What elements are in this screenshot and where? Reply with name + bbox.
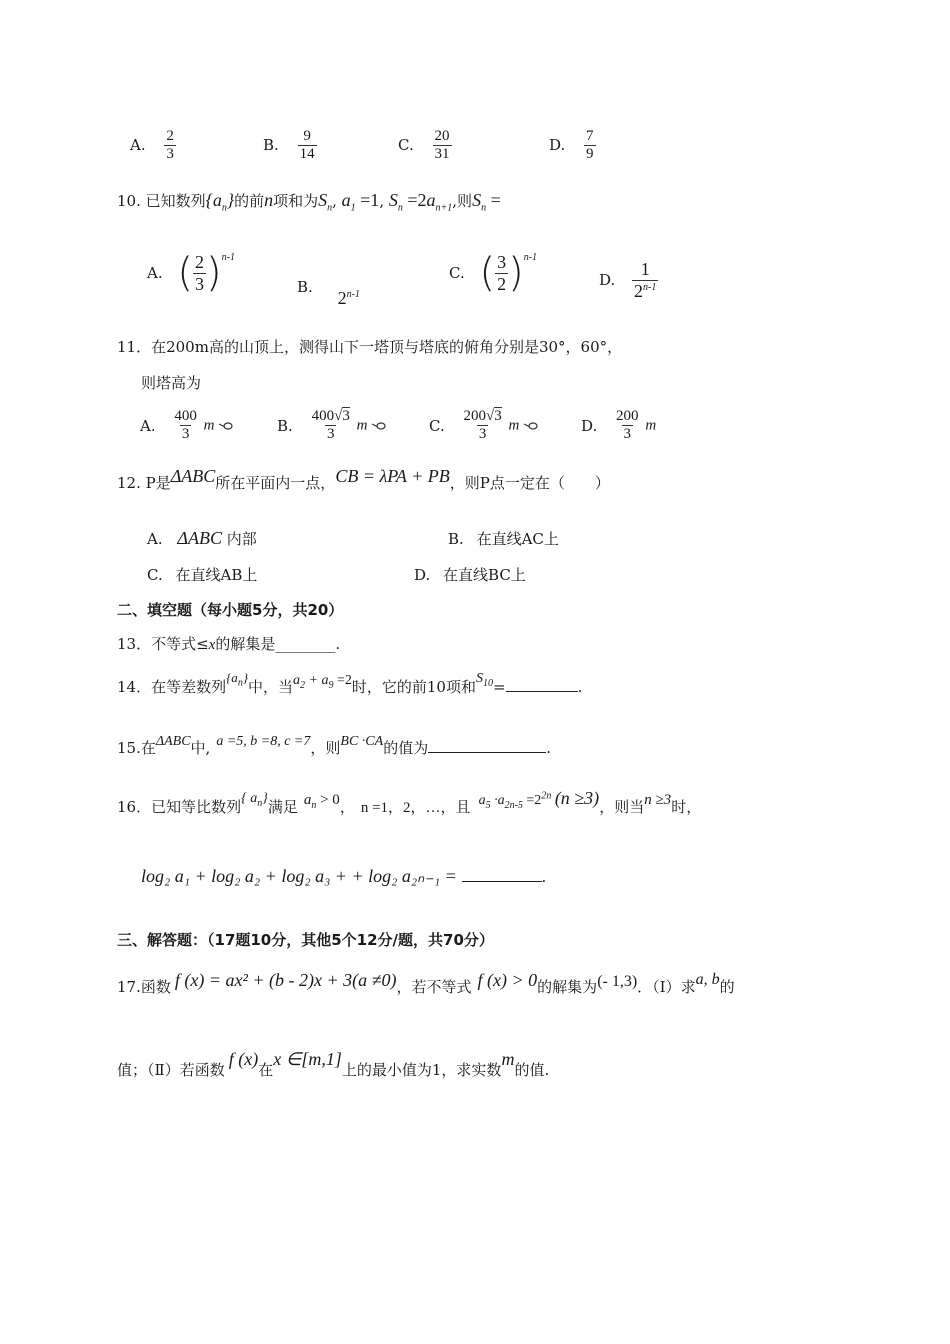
exponent: n-1 (221, 252, 235, 263)
plus: + a (305, 673, 329, 688)
fraction (310, 408, 352, 444)
question-16-log-expression (141, 866, 546, 887)
dot: ·a (490, 793, 505, 808)
stem-text: ,则 (452, 192, 473, 210)
question-11-line1: 11．在200m高的山顶上，测得山下一塔顶与塔底的俯角分别是30°，60°， (117, 338, 623, 356)
fraction (614, 408, 641, 444)
sep: , (379, 192, 385, 210)
eq: =2 (522, 793, 542, 808)
paren-left: ( (177, 250, 193, 297)
radicand: 3 (494, 408, 502, 424)
option-label: B. (448, 530, 464, 548)
fraction (495, 252, 508, 294)
triangle: ΔABC (177, 528, 222, 548)
n-condition: n ≥3 (644, 792, 672, 808)
option-text: 内部 (226, 530, 257, 548)
var: a (341, 190, 351, 210)
stem-text: 时，它的前10项和 (351, 678, 476, 696)
n-condition: (n ≥3) (554, 788, 600, 808)
q10-option-c (449, 250, 538, 297)
sum-s (318, 190, 333, 214)
stem-text: 的 (719, 978, 735, 996)
q10-option-b (297, 276, 360, 308)
eq: =2 (402, 190, 427, 210)
stem-text: 已知等比数列 (151, 798, 242, 816)
var-n: n (264, 190, 274, 210)
question-number: 17. (117, 978, 141, 996)
vector-expression: BC ·CA (340, 734, 384, 749)
radicand: 3 (342, 408, 350, 424)
q12-option-d (414, 564, 526, 585)
sub: n (237, 677, 243, 689)
sequence-a: $\{a_n\}$ (205, 190, 235, 214)
answer-blank[interactable] (428, 738, 546, 753)
stem-text: 且 (455, 798, 471, 816)
unit: m (356, 417, 368, 434)
numerator (310, 408, 352, 425)
eq: = (486, 190, 501, 210)
paren-left: ( (479, 250, 496, 297)
option-text: 在直线AC上 (476, 530, 559, 548)
var-m: m (501, 1049, 515, 1069)
triangle: ΔABC (170, 466, 216, 486)
numerator: 2 (166, 128, 174, 144)
q11-option-a (140, 408, 233, 444)
var: a (426, 190, 436, 210)
stem-text: 中, (190, 739, 211, 757)
condition (293, 673, 352, 691)
side-values: a =5, b =8, c =7 (216, 734, 311, 749)
artifact-icon (372, 422, 386, 430)
numerator: 9 (303, 128, 311, 144)
domain-range: x ∈[m,1] (273, 1049, 342, 1069)
var: S (388, 190, 398, 210)
denominator: 31 (434, 146, 450, 163)
sub: n+1 (435, 202, 453, 214)
eq: =2 (333, 673, 352, 688)
stem-text: 满足 (267, 798, 298, 816)
denominator: 3 (181, 426, 190, 443)
denominator: 3 (166, 146, 174, 163)
sn-final (472, 190, 501, 214)
exponent: n-1 (523, 252, 538, 263)
power (338, 288, 360, 308)
numerator: 20 (434, 128, 450, 144)
sum (475, 671, 493, 689)
numerator: 200 (616, 408, 639, 424)
var-x: x (208, 637, 216, 653)
sub: n (257, 797, 263, 809)
numerator (462, 408, 504, 425)
denominator: 3 (478, 426, 487, 443)
question-13 (117, 633, 340, 654)
sn-eq (388, 190, 453, 214)
question-17-line2 (117, 1049, 550, 1080)
n-values: n =1，2，…， (360, 800, 456, 816)
q10-option-a (147, 250, 235, 297)
fraction (164, 128, 176, 164)
eq: =1 (355, 190, 380, 210)
option-text: 在直线AB上 (175, 566, 258, 584)
stem-text: 在等差数列 (151, 678, 227, 696)
sub: n (221, 202, 227, 214)
stem-text: 的解集是________. (215, 635, 341, 653)
sub: 2n-5 (504, 799, 523, 811)
var: S (472, 190, 482, 210)
numerator: 2 (195, 252, 204, 272)
question-14 (117, 670, 583, 699)
stem-text: ，则当 (599, 798, 645, 816)
var: S (475, 671, 483, 686)
stem-text: 的解集为 (537, 978, 598, 996)
stem-text: 所在平面内一点， (215, 474, 336, 492)
function-definition: f (x) = ax² + (b - 2)x + 3(a ≠0) (174, 970, 397, 990)
stem-text: ， (339, 798, 355, 816)
question-12-stem (117, 466, 610, 493)
number: 200 (463, 408, 486, 424)
sub: 1 (350, 202, 356, 214)
question-number: 10. (117, 192, 141, 210)
a1-eq (341, 190, 380, 214)
unit: m (645, 417, 657, 434)
fraction (433, 128, 452, 164)
option-label: B. (297, 278, 313, 296)
section-3-heading: 三、解答题：（17题10分，其他5个12分/题，共70分） (117, 931, 494, 949)
question-number: 16． (117, 798, 152, 816)
stem-text: ，则P点一定在（ ） (449, 474, 610, 492)
q12-option-a (147, 528, 257, 549)
stem-text: 上的最小值为1，求实数 (341, 1061, 502, 1079)
fraction (462, 408, 504, 444)
exponent: n-1 (643, 281, 657, 293)
question-number: 12. (117, 474, 141, 492)
period: . (546, 739, 551, 757)
denominator: 3 (326, 426, 335, 443)
fraction (193, 252, 206, 294)
section-2-heading: 二、填空题（每小题5分，共20） (117, 601, 344, 619)
option-label: C. (429, 416, 445, 435)
var: a (250, 791, 258, 806)
stem-text: 项和为 (273, 192, 319, 210)
numerator: 1 (640, 259, 650, 279)
number: 400 (311, 408, 335, 424)
question-16-stem (117, 788, 702, 819)
question-11-line2: 则塔高为 (141, 374, 202, 392)
stem-text: ，若不等式 (396, 978, 472, 996)
period: . (577, 678, 583, 696)
fraction (172, 408, 199, 444)
sub: n (311, 800, 317, 811)
stem-text: 在 (140, 739, 156, 757)
question-number: 15. (117, 739, 141, 757)
question-number: 14． (117, 678, 152, 696)
q12-option-b (448, 528, 559, 549)
question-17-line1 (117, 970, 735, 997)
solution-set: (- 1,3) (597, 973, 638, 990)
relation: > 0 (316, 792, 340, 808)
option-label: D. (599, 271, 616, 290)
period: . (541, 868, 547, 886)
q9-option-a (130, 128, 176, 164)
exponent: 2n (541, 790, 552, 802)
q9-option-d (549, 128, 596, 164)
stem-text: 已知数列 (145, 192, 206, 210)
sqrt: √3 (486, 408, 502, 424)
variables: a, b (695, 971, 720, 988)
product-cond (478, 788, 600, 811)
q11-option-c (429, 408, 538, 444)
option-label: D. (414, 566, 431, 584)
stem-text: 的前 (234, 192, 265, 210)
answer-blank[interactable] (462, 867, 542, 882)
var: a (478, 793, 486, 808)
stem-text: 时， (671, 798, 702, 816)
q11-option-d (581, 408, 656, 444)
sqrt: √3 (334, 408, 350, 424)
stem-text: 13．不等式≤ (117, 635, 209, 653)
denominator: 2 (497, 273, 507, 294)
q10-option-d (599, 259, 658, 301)
artifact-icon (219, 422, 233, 430)
option-label: C. (147, 566, 163, 584)
log-sum: log₂ a₁ + log₂ a₂ + log₂ a₃ + + log₂ a₂ₙ₋₁ = (141, 866, 457, 886)
sub: 5 (485, 799, 491, 811)
var: a (212, 190, 222, 210)
stem-text: 在 (258, 1061, 274, 1079)
fraction (298, 128, 317, 164)
option-label: B. (263, 135, 279, 154)
stem-text: ，则 (310, 739, 341, 757)
sub: 2 (300, 679, 306, 691)
option-label: A. (147, 530, 163, 548)
denominator: 3 (623, 426, 632, 443)
option-label: C. (449, 264, 465, 283)
sub: n (327, 202, 333, 214)
base: 2 (634, 280, 644, 301)
option-label: A. (140, 416, 156, 435)
var: {a (226, 670, 238, 685)
function: f (x) (228, 1049, 259, 1069)
paren-right: ) (508, 250, 524, 297)
stem-text: ．（Ⅰ）求 (637, 978, 696, 996)
stem-text: 中，当 (248, 678, 294, 696)
sep: , (332, 192, 337, 210)
sub: n (397, 202, 403, 214)
sub: n (481, 202, 487, 214)
unit: m (203, 417, 215, 434)
unit: m (508, 417, 520, 434)
inequality: f (x) > 0 (477, 970, 538, 990)
option-label: C. (398, 135, 414, 154)
artifact-icon (524, 422, 538, 430)
triangle: ΔABC (155, 734, 191, 749)
q9-option-c (398, 128, 452, 164)
base: 2 (337, 288, 347, 308)
option-label: A. (147, 264, 163, 283)
sub: 10 (482, 677, 493, 689)
eq: = (492, 678, 506, 696)
sequence-set: { $a_n$} (241, 791, 268, 809)
q12-option-c (147, 564, 257, 585)
sequence-set (226, 670, 249, 689)
sub: 9 (328, 679, 334, 691)
option-label: A. (130, 135, 146, 154)
positive-cond (303, 792, 340, 811)
stem-text: P是 (145, 474, 171, 492)
stem-text: 的值为 (383, 739, 429, 757)
denominator: 14 (299, 146, 315, 163)
denominator: 3 (195, 273, 204, 294)
option-label: D. (549, 135, 566, 154)
exponent: n-1 (346, 289, 360, 300)
brace: } (242, 670, 249, 685)
numerator: 400 (174, 408, 197, 424)
stem-text: 值；（Ⅱ）若函数 (117, 1061, 225, 1079)
question-10-stem (117, 190, 501, 214)
fraction (632, 259, 658, 301)
option-label: B. (277, 416, 293, 435)
var: S (318, 190, 328, 210)
numerator: 3 (497, 252, 507, 272)
vector-expression: CB = λPA + PB (335, 466, 450, 486)
fraction (584, 128, 596, 164)
var: a (293, 673, 301, 688)
option-text: 在直线BC上 (443, 566, 526, 584)
numerator: 7 (586, 128, 594, 144)
paren-right: ) (206, 250, 222, 297)
q11-option-b (277, 408, 386, 444)
q9-option-b (263, 128, 317, 164)
stem-text: 的值. (514, 1061, 550, 1079)
option-label: D. (581, 416, 598, 435)
stem-text: 函数 (140, 978, 171, 996)
var: a (303, 792, 312, 808)
answer-blank[interactable] (506, 677, 578, 692)
question-15 (117, 734, 551, 758)
denominator (632, 280, 658, 302)
denominator: 9 (586, 146, 594, 163)
